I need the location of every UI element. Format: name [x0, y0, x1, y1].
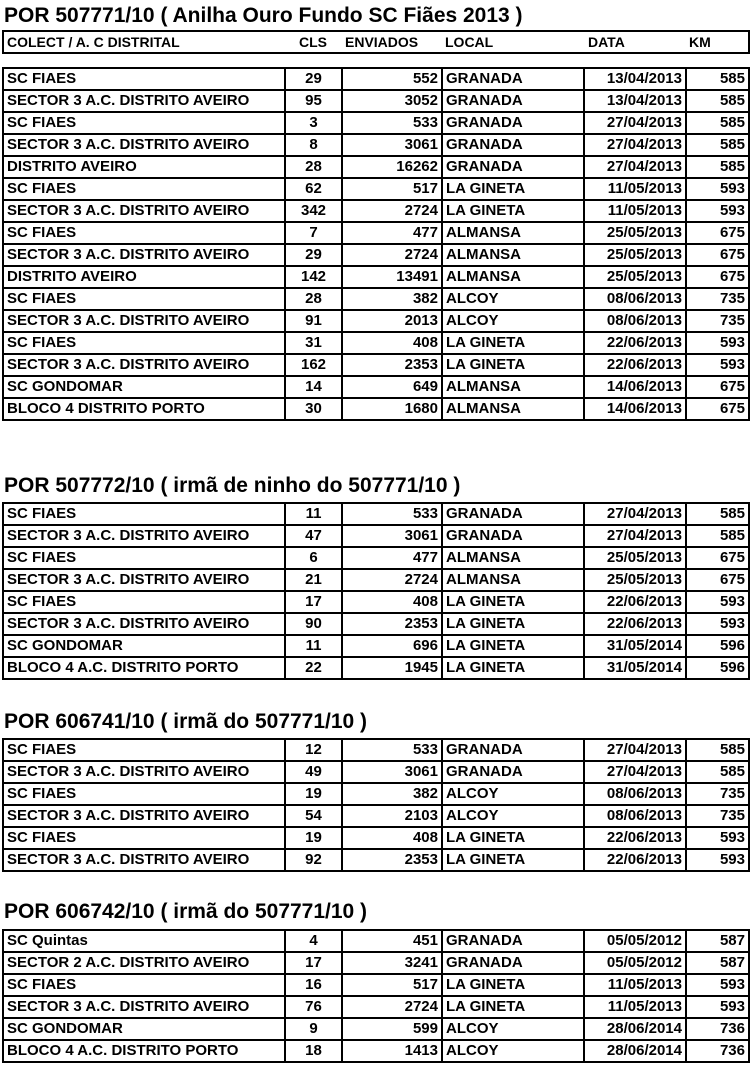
- enviados-cell: 533: [342, 739, 442, 761]
- local-cell: ALMANSA: [442, 376, 584, 398]
- local-cell: ALMANSA: [442, 244, 584, 266]
- km-cell: 593: [686, 996, 749, 1018]
- data-cell: 22/06/2013: [584, 354, 686, 376]
- colect-cell: SC Quintas: [3, 930, 285, 952]
- results-table: [2, 502, 750, 680]
- table-row: [3, 398, 749, 420]
- cls-cell: 7: [285, 222, 342, 244]
- data-cell: 14/06/2013: [584, 376, 686, 398]
- km-cell: 593: [686, 613, 749, 635]
- data-cell: 13/04/2013: [584, 90, 686, 112]
- km-cell: 593: [686, 827, 749, 849]
- local-cell: LA GINETA: [442, 178, 584, 200]
- cls-cell: 28: [285, 156, 342, 178]
- colect-cell: SECTOR 3 A.C. DISTRITO AVEIRO: [3, 134, 285, 156]
- colect-cell: SECTOR 3 A.C. DISTRITO AVEIRO: [3, 761, 285, 783]
- local-cell: GRANADA: [442, 739, 584, 761]
- header-local: LOCAL: [442, 31, 584, 53]
- enviados-cell: 451: [342, 930, 442, 952]
- table-row: [3, 134, 749, 156]
- enviados-cell: 3241: [342, 952, 442, 974]
- table-row: [3, 657, 749, 679]
- results-table: [2, 738, 750, 872]
- km-cell: 585: [686, 739, 749, 761]
- local-cell: LA GINETA: [442, 354, 584, 376]
- data-cell: 31/05/2014: [584, 657, 686, 679]
- data-cell: 27/04/2013: [584, 761, 686, 783]
- local-cell: ALMANSA: [442, 547, 584, 569]
- table-row: [3, 613, 749, 635]
- cls-cell: 76: [285, 996, 342, 1018]
- km-cell: 593: [686, 591, 749, 613]
- data-cell: 08/06/2013: [584, 310, 686, 332]
- enviados-cell: 382: [342, 288, 442, 310]
- local-cell: GRANADA: [442, 952, 584, 974]
- data-cell: 22/06/2013: [584, 613, 686, 635]
- km-cell: 585: [686, 761, 749, 783]
- colect-cell: SC FIAES: [3, 178, 285, 200]
- results-table: [2, 67, 750, 421]
- table-row: [3, 525, 749, 547]
- enviados-cell: 649: [342, 376, 442, 398]
- table-row: [3, 739, 749, 761]
- colect-cell: SC FIAES: [3, 827, 285, 849]
- local-cell: ALCOY: [442, 310, 584, 332]
- local-cell: GRANADA: [442, 112, 584, 134]
- cls-cell: 11: [285, 635, 342, 657]
- colect-cell: SECTOR 3 A.C. DISTRITO AVEIRO: [3, 200, 285, 222]
- enviados-cell: 2724: [342, 569, 442, 591]
- km-cell: 585: [686, 112, 749, 134]
- cls-cell: 29: [285, 68, 342, 90]
- enviados-cell: 477: [342, 547, 442, 569]
- data-cell: 08/06/2013: [584, 805, 686, 827]
- colect-cell: SECTOR 3 A.C. DISTRITO AVEIRO: [3, 310, 285, 332]
- enviados-cell: 696: [342, 635, 442, 657]
- data-cell: 08/06/2013: [584, 783, 686, 805]
- cls-cell: 19: [285, 827, 342, 849]
- column-header: [2, 30, 750, 54]
- km-cell: 593: [686, 178, 749, 200]
- cls-cell: 8: [285, 134, 342, 156]
- colect-cell: SC FIAES: [3, 783, 285, 805]
- table-row: [3, 591, 749, 613]
- table-row: [3, 503, 749, 525]
- cls-cell: 17: [285, 591, 342, 613]
- colect-cell: SC FIAES: [3, 974, 285, 996]
- section-title: POR 507771/10 ( Anilha Ouro Fundo SC Fiães 2013 ): [4, 4, 523, 27]
- table-row: [3, 112, 749, 134]
- km-cell: 587: [686, 930, 749, 952]
- local-cell: ALMANSA: [442, 266, 584, 288]
- table-row: [3, 178, 749, 200]
- table-row: [3, 310, 749, 332]
- local-cell: ALMANSA: [442, 222, 584, 244]
- local-cell: LA GINETA: [442, 849, 584, 871]
- cls-cell: 21: [285, 569, 342, 591]
- local-cell: GRANADA: [442, 761, 584, 783]
- header-km: KM: [686, 31, 749, 53]
- km-cell: 585: [686, 503, 749, 525]
- km-cell: 735: [686, 783, 749, 805]
- cls-cell: 47: [285, 525, 342, 547]
- km-cell: 675: [686, 222, 749, 244]
- enviados-cell: 408: [342, 332, 442, 354]
- enviados-cell: 3061: [342, 134, 442, 156]
- enviados-cell: 1413: [342, 1040, 442, 1062]
- table-row: [3, 569, 749, 591]
- header-colect: COLECT / A. C DISTRITAL: [3, 31, 285, 53]
- local-cell: GRANADA: [442, 134, 584, 156]
- table-row: [3, 996, 749, 1018]
- data-cell: 27/04/2013: [584, 503, 686, 525]
- cls-cell: 95: [285, 90, 342, 112]
- enviados-cell: 408: [342, 591, 442, 613]
- data-cell: 22/06/2013: [584, 827, 686, 849]
- enviados-cell: 3061: [342, 761, 442, 783]
- local-cell: GRANADA: [442, 525, 584, 547]
- km-cell: 675: [686, 244, 749, 266]
- km-cell: 735: [686, 310, 749, 332]
- km-cell: 596: [686, 635, 749, 657]
- section-title: POR 507772/10 ( irmã de ninho do 507771/10 ): [4, 474, 461, 497]
- table-row: [3, 1040, 749, 1062]
- local-cell: LA GINETA: [442, 657, 584, 679]
- colect-cell: SC GONDOMAR: [3, 376, 285, 398]
- km-cell: 735: [686, 805, 749, 827]
- table-row: [3, 288, 749, 310]
- colect-cell: SC FIAES: [3, 739, 285, 761]
- colect-cell: SC FIAES: [3, 332, 285, 354]
- data-cell: 25/05/2013: [584, 569, 686, 591]
- table-row: [3, 200, 749, 222]
- data-cell: 11/05/2013: [584, 200, 686, 222]
- enviados-cell: 517: [342, 974, 442, 996]
- enviados-cell: 408: [342, 827, 442, 849]
- enviados-cell: 2724: [342, 244, 442, 266]
- cls-cell: 4: [285, 930, 342, 952]
- colect-cell: SC FIAES: [3, 288, 285, 310]
- colect-cell: SECTOR 3 A.C. DISTRITO AVEIRO: [3, 525, 285, 547]
- km-cell: 675: [686, 569, 749, 591]
- cls-cell: 54: [285, 805, 342, 827]
- local-cell: GRANADA: [442, 156, 584, 178]
- enviados-cell: 382: [342, 783, 442, 805]
- data-cell: 22/06/2013: [584, 332, 686, 354]
- km-cell: 585: [686, 525, 749, 547]
- local-cell: GRANADA: [442, 90, 584, 112]
- colect-cell: BLOCO 4 DISTRITO PORTO: [3, 398, 285, 420]
- colect-cell: SECTOR 3 A.C. DISTRITO AVEIRO: [3, 996, 285, 1018]
- table-row: [3, 156, 749, 178]
- colect-cell: SC GONDOMAR: [3, 1018, 285, 1040]
- km-cell: 593: [686, 354, 749, 376]
- local-cell: LA GINETA: [442, 996, 584, 1018]
- enviados-cell: 16262: [342, 156, 442, 178]
- colect-cell: SECTOR 3 A.C. DISTRITO AVEIRO: [3, 90, 285, 112]
- table-row: [3, 635, 749, 657]
- data-cell: 27/04/2013: [584, 134, 686, 156]
- enviados-cell: 2013: [342, 310, 442, 332]
- local-cell: ALMANSA: [442, 398, 584, 420]
- enviados-cell: 552: [342, 68, 442, 90]
- cls-cell: 17: [285, 952, 342, 974]
- results-table: [2, 929, 750, 1063]
- cls-cell: 91: [285, 310, 342, 332]
- km-cell: 593: [686, 332, 749, 354]
- colect-cell: DISTRITO AVEIRO: [3, 266, 285, 288]
- local-cell: ALCOY: [442, 1018, 584, 1040]
- cls-cell: 62: [285, 178, 342, 200]
- colect-cell: SC GONDOMAR: [3, 635, 285, 657]
- km-cell: 736: [686, 1040, 749, 1062]
- data-cell: 05/05/2012: [584, 930, 686, 952]
- table-row: [3, 849, 749, 871]
- data-cell: 25/05/2013: [584, 266, 686, 288]
- cls-cell: 30: [285, 398, 342, 420]
- cls-cell: 11: [285, 503, 342, 525]
- cls-cell: 142: [285, 266, 342, 288]
- cls-cell: 18: [285, 1040, 342, 1062]
- data-cell: 14/06/2013: [584, 398, 686, 420]
- colect-cell: SC FIAES: [3, 547, 285, 569]
- table-row: [3, 68, 749, 90]
- enviados-cell: 2724: [342, 200, 442, 222]
- colect-cell: SECTOR 3 A.C. DISTRITO AVEIRO: [3, 354, 285, 376]
- colect-cell: SECTOR 3 A.C. DISTRITO AVEIRO: [3, 244, 285, 266]
- table-row: [3, 547, 749, 569]
- table-row: [3, 354, 749, 376]
- table-row: [3, 930, 749, 952]
- local-cell: ALCOY: [442, 783, 584, 805]
- local-cell: LA GINETA: [442, 827, 584, 849]
- enviados-cell: 3061: [342, 525, 442, 547]
- table-row: [3, 222, 749, 244]
- data-cell: 25/05/2013: [584, 244, 686, 266]
- cls-cell: 22: [285, 657, 342, 679]
- local-cell: ALCOY: [442, 805, 584, 827]
- enviados-cell: 1945: [342, 657, 442, 679]
- colect-cell: SC FIAES: [3, 68, 285, 90]
- table-row: [3, 805, 749, 827]
- local-cell: GRANADA: [442, 930, 584, 952]
- local-cell: ALCOY: [442, 288, 584, 310]
- cls-cell: 19: [285, 783, 342, 805]
- colect-cell: SC FIAES: [3, 591, 285, 613]
- header-cls: CLS: [285, 31, 342, 53]
- km-cell: 585: [686, 156, 749, 178]
- table-row: [3, 952, 749, 974]
- data-cell: 05/05/2012: [584, 952, 686, 974]
- local-cell: LA GINETA: [442, 332, 584, 354]
- cls-cell: 28: [285, 288, 342, 310]
- km-cell: 593: [686, 200, 749, 222]
- colect-cell: SECTOR 2 A.C. DISTRITO AVEIRO: [3, 952, 285, 974]
- table-row: [3, 266, 749, 288]
- km-cell: 585: [686, 68, 749, 90]
- km-cell: 593: [686, 974, 749, 996]
- section-title: POR 606741/10 ( irmã do 507771/10 ): [4, 710, 368, 733]
- colect-cell: SECTOR 3 A.C. DISTRITO AVEIRO: [3, 805, 285, 827]
- data-cell: 25/05/2013: [584, 547, 686, 569]
- km-cell: 593: [686, 849, 749, 871]
- km-cell: 585: [686, 90, 749, 112]
- km-cell: 736: [686, 1018, 749, 1040]
- local-cell: GRANADA: [442, 503, 584, 525]
- km-cell: 735: [686, 288, 749, 310]
- data-cell: 22/06/2013: [584, 591, 686, 613]
- local-cell: ALCOY: [442, 1040, 584, 1062]
- data-cell: 13/04/2013: [584, 68, 686, 90]
- colect-cell: SC FIAES: [3, 112, 285, 134]
- colect-cell: SC FIAES: [3, 503, 285, 525]
- data-cell: 08/06/2013: [584, 288, 686, 310]
- table-row: [3, 376, 749, 398]
- enviados-cell: 3052: [342, 90, 442, 112]
- colect-cell: BLOCO 4 A.C. DISTRITO PORTO: [3, 1040, 285, 1062]
- data-cell: 27/04/2013: [584, 112, 686, 134]
- header-enviados: ENVIADOS: [342, 31, 442, 53]
- enviados-cell: 517: [342, 178, 442, 200]
- colect-cell: SECTOR 3 A.C. DISTRITO AVEIRO: [3, 569, 285, 591]
- table-row: [3, 827, 749, 849]
- table-row: [3, 1018, 749, 1040]
- cls-cell: 9: [285, 1018, 342, 1040]
- colect-cell: SECTOR 3 A.C. DISTRITO AVEIRO: [3, 613, 285, 635]
- header-row: [3, 31, 749, 53]
- colect-cell: SECTOR 3 A.C. DISTRITO AVEIRO: [3, 849, 285, 871]
- cls-cell: 14: [285, 376, 342, 398]
- data-cell: 27/04/2013: [584, 739, 686, 761]
- data-cell: 28/06/2014: [584, 1018, 686, 1040]
- km-cell: 596: [686, 657, 749, 679]
- cls-cell: 90: [285, 613, 342, 635]
- colect-cell: SC FIAES: [3, 222, 285, 244]
- enviados-cell: 2353: [342, 849, 442, 871]
- cls-cell: 3: [285, 112, 342, 134]
- km-cell: 587: [686, 952, 749, 974]
- data-cell: 25/05/2013: [584, 222, 686, 244]
- data-cell: 27/04/2013: [584, 156, 686, 178]
- table-row: [3, 783, 749, 805]
- cls-cell: 6: [285, 547, 342, 569]
- local-cell: LA GINETA: [442, 613, 584, 635]
- enviados-cell: 1680: [342, 398, 442, 420]
- cls-cell: 12: [285, 739, 342, 761]
- cls-cell: 342: [285, 200, 342, 222]
- table-row: [3, 761, 749, 783]
- cls-cell: 16: [285, 974, 342, 996]
- local-cell: LA GINETA: [442, 591, 584, 613]
- cls-cell: 162: [285, 354, 342, 376]
- data-cell: 27/04/2013: [584, 525, 686, 547]
- local-cell: GRANADA: [442, 68, 584, 90]
- local-cell: LA GINETA: [442, 635, 584, 657]
- cls-cell: 92: [285, 849, 342, 871]
- cls-cell: 31: [285, 332, 342, 354]
- header-data: DATA: [584, 31, 686, 53]
- km-cell: 585: [686, 134, 749, 156]
- km-cell: 675: [686, 266, 749, 288]
- local-cell: ALMANSA: [442, 569, 584, 591]
- table-row: [3, 90, 749, 112]
- km-cell: 675: [686, 398, 749, 420]
- data-cell: 11/05/2013: [584, 974, 686, 996]
- table-row: [3, 332, 749, 354]
- enviados-cell: 2724: [342, 996, 442, 1018]
- enviados-cell: 2103: [342, 805, 442, 827]
- enviados-cell: 533: [342, 112, 442, 134]
- table-row: [3, 244, 749, 266]
- km-cell: 675: [686, 376, 749, 398]
- cls-cell: 29: [285, 244, 342, 266]
- km-cell: 675: [686, 547, 749, 569]
- enviados-cell: 2353: [342, 354, 442, 376]
- enviados-cell: 533: [342, 503, 442, 525]
- local-cell: LA GINETA: [442, 974, 584, 996]
- enviados-cell: 599: [342, 1018, 442, 1040]
- local-cell: LA GINETA: [442, 200, 584, 222]
- data-cell: 28/06/2014: [584, 1040, 686, 1062]
- enviados-cell: 13491: [342, 266, 442, 288]
- colect-cell: DISTRITO AVEIRO: [3, 156, 285, 178]
- data-cell: 22/06/2013: [584, 849, 686, 871]
- data-cell: 11/05/2013: [584, 178, 686, 200]
- data-cell: 31/05/2014: [584, 635, 686, 657]
- cls-cell: 49: [285, 761, 342, 783]
- table-row: [3, 974, 749, 996]
- enviados-cell: 2353: [342, 613, 442, 635]
- section-title: POR 606742/10 ( irmã do 507771/10 ): [4, 900, 368, 923]
- data-cell: 11/05/2013: [584, 996, 686, 1018]
- enviados-cell: 477: [342, 222, 442, 244]
- colect-cell: BLOCO 4 A.C. DISTRITO PORTO: [3, 657, 285, 679]
